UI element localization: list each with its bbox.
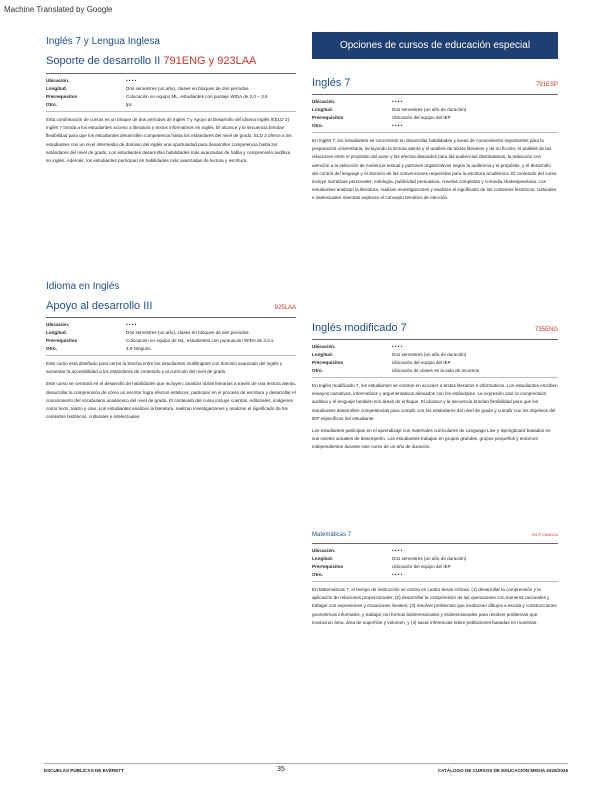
course-code: 791ESP [535, 82, 558, 88]
meta-key: Prerrequisitos [312, 360, 344, 365]
description-paragraph: En Inglés modificado 7, los estudiantes se centran en acceder a textos literarios e informativos. Los estudiantes escriben ensayos narrativos, informativos y argumentativos alineados con los estándares. La expresión oral, la comprensión auditiva y el lenguaje también son áreas de enfoque. El alcance y la secuencia brindan flexibilidad para que los estudiantes desarrollen competencias para cumplir con los estándares del nivel de grado y cumplir con los objetivos del IEP específicos del estudiante. [312, 383, 558, 421]
meta-value: 4,9 Ninguno [126, 346, 151, 351]
meta-row [312, 547, 558, 555]
meta-value: Colocación en equipo ML, estudiantes con puntaje WIDA de 2,0 – 3,9 [126, 94, 268, 99]
meta-key: Prerrequisitos [312, 115, 344, 120]
meta-row [312, 114, 558, 122]
left-column [46, 36, 296, 420]
course-subtitle-text: Soporte de desarrollo II [46, 55, 161, 67]
meta-key: Otro. [312, 123, 323, 128]
divider [312, 377, 558, 378]
divider [312, 543, 558, 544]
description-paragraph: En Matemáticas 7, el tiempo de instrucción se centra en cuatro áreas críticas: (1) desarrollar la comprensión y la aplicación de relaciones proporcionales; (2) desarrollar la comprensión de las operaciones con números racionales y trabajar con expresiones y ecuaciones lineales; (3) resolver problemas que involucran dibujos a escala y construcciones geométricas informales, y trabajar con formas bidimensionales y tridimensionales para resolver problemas que involucran área, área de superficie y volumen, y (4) sacar inferencias sobre poblaciones basadas en muestras. [312, 587, 557, 625]
divider [312, 339, 558, 340]
course-title: Matemáticas 7 [312, 532, 352, 538]
meta-key: Prerrequisitos [312, 564, 344, 569]
meta-row [312, 351, 558, 359]
course-title-row [312, 77, 558, 89]
meta-value: Dos semestres (un año), clases en bloques de dos períodos [126, 330, 249, 335]
meta-key: Longitud. [312, 556, 333, 561]
course-section-math7 [312, 532, 558, 627]
description-paragraph: Los estudiantes participan en el aprendizaje con materiales curriculares de Language Live y Springboard basados en sus niveles actuales de desempeño. Los estudiantes trabajan en grupos grandes, grupos pequeños y entornos independientes durante este curso de un año de duración. [312, 428, 551, 450]
meta-key: Ubicación. [312, 548, 336, 553]
divider [46, 73, 296, 74]
course-codes: 791ENG y 923LAA [163, 55, 257, 67]
course-meta [46, 321, 296, 353]
meta-row [312, 555, 558, 563]
course-meta [312, 343, 558, 375]
meta-row [46, 93, 296, 101]
meta-row [312, 106, 558, 114]
machine-translation-banner: Machine Translated by Google [0, 0, 616, 20]
meta-row [46, 85, 296, 93]
course-code: 735ENG [534, 327, 558, 333]
divider [46, 355, 296, 356]
meta-key: Otro. [46, 346, 57, 351]
footer-school: ESCUELAS PÚBLICAS DE EVERETT [44, 768, 124, 773]
meta-value: Ubicación del equipo del IEP [392, 564, 451, 569]
course-meta [312, 547, 558, 579]
meta-value: Ubicación del equipo del IEP [392, 115, 451, 120]
meta-row [312, 98, 558, 106]
course-description [312, 382, 558, 452]
meta-value: • • • • [392, 572, 403, 577]
meta-value: tpc [126, 102, 133, 107]
meta-row [312, 122, 558, 130]
course-title: Inglés modificado 7 [312, 322, 407, 334]
course-subtitle-row [46, 300, 296, 312]
course-title: Inglés 7 y Lengua Inglesa [46, 36, 160, 47]
meta-row [312, 359, 558, 367]
meta-key: Prerrequisitos [46, 94, 78, 99]
divider [46, 111, 296, 112]
divider [312, 581, 558, 582]
meta-row [46, 337, 296, 345]
meta-key: Ubicación. [46, 78, 70, 83]
meta-row [312, 563, 558, 571]
course-section-english7-esp [312, 77, 558, 203]
meta-value: • • • • [392, 344, 403, 349]
course-meta [46, 77, 296, 109]
special-ed-header: Opciones de cursos de educación especial [312, 32, 558, 59]
description-paragraph: En Inglés 7, los estudiantes se concentran en desarrollar habilidades y áreas de conocimiento importantes para la preparación universitaria, incluyendo la lectura atenta y el análisis de textos literarios y de no ficción, el análisis de las relaciones entre el propósito del autor y los efectos deseados para las audiencias destinatarias, la redacción con atención a la selección de evidencia textual y patrones organizativos según la audiencia y el propósito, y el desarrollo del control del lenguaje y el dominio de las convenciones requeridas para la escritura académica. El contenido del curso incluye narrativas personales, mitología, publicidad persuasiva, novelas completas y comedia shakespeariana. Los estudiantes analizan la literatura, realizan investigaciones y analizan el significado de los contextos históricos, culturales e intelectuales mientras exploran el concepto temático de elección. [312, 138, 557, 201]
meta-key: Ubicación. [312, 344, 336, 349]
course-description [312, 586, 558, 627]
page-footer [44, 763, 568, 773]
meta-key: Longitud. [312, 107, 333, 112]
meta-value: Colocación en equipo de ML, estudiantes con puntuación WIDA de 3,5 a [126, 338, 274, 343]
meta-row [46, 101, 296, 109]
meta-key: Longitud. [46, 86, 67, 91]
course-code: 7M1 P/ 1/N/MO/Ca [531, 533, 558, 537]
course-code: 925LAA [274, 305, 296, 311]
divider [46, 317, 296, 318]
course-title-row [312, 322, 558, 334]
meta-value: • • • • [392, 123, 403, 128]
meta-key: Otro. [46, 102, 57, 107]
meta-value: Ubicación de clases en la sala de recursos [392, 368, 480, 373]
description-paragraph: Esta combinación de cursos es un bloque de dos períodos de Inglés 7 y Apoyo al Desarrollo del idioma Inglés II(ELD 2). Inglés 7 brinda a los estudiantes acceso a literatura y textos informativos en inglés. El alcance y la secuencia brindan flexibilidad para que los estudiantes desarrollen competencia hasta los estándares del nivel de grado. ELD 2 ofrece a los estudiantes con un nivel intermedio de dominio del inglés una oportunidad para desarrollar competencia hasta los estándares del nivel de grado. Los estudiantes desarrollan habilidades más avanzadas de habla y comprensión auditiva en inglés. Además, los estudiantes participan en habilidades más avanzadas de lectura y escritura. [46, 117, 292, 164]
course-title-row [312, 532, 558, 538]
course-title: Idioma en Inglés [46, 281, 120, 292]
meta-key: Ubicación. [46, 322, 70, 327]
meta-value: Dos semestres (un año de duración) [392, 352, 467, 357]
right-column [312, 32, 558, 625]
course-title: Inglés 7 [312, 77, 351, 89]
meta-row [312, 571, 558, 579]
course-subtitle-text: Apoyo al desarrollo III [46, 300, 153, 312]
meta-key: Otro. [312, 368, 323, 373]
description-paragraph: Este curso está diseñado para cerrar la brecha entre los estudiantes multilingües con dominio avanzado del inglés y aumentar la accesibilidad a los estándares de contenido y al currículo del nivel de grado. [46, 361, 283, 375]
meta-row [312, 367, 558, 375]
footer-catalog: CATÁLOGO DE CURSOS DE EDUCACIÓN MEDIA 2025/2026 [437, 768, 568, 773]
meta-key: Otro. [312, 572, 323, 577]
meta-value: Ubicación del equipo del IEP [392, 360, 451, 365]
meta-key: Prerrequisitos [46, 338, 78, 343]
page-number: 35 [276, 766, 285, 773]
divider [312, 94, 558, 95]
meta-value: Dos semestres (un año), clases en bloques de dos períodos [126, 86, 249, 91]
meta-value: • • • • [392, 99, 403, 104]
description-paragraph: Este curso se centrará en el desarrollo de habilidades que incluyen: analizar obras literarias a través de una lectura atenta, desarrollar la comprensión de cómo un escritor logra efectos estéticos, participar en el proceso de escritura y desarrollar el conocimiento del vocabulario académico del nivel de grado. El contenido del curso incluye cuentos, editoriales, imágenes como texto, teatro y cine. Los estudiantes analizan la literatura, realizan investigaciones y analizan el significado de los contextos históricos, culturales e intelectuales. [46, 381, 296, 420]
meta-key: Ubicación. [312, 99, 336, 104]
meta-value: • • • • [126, 78, 137, 83]
divider [312, 132, 558, 133]
meta-row [46, 329, 296, 337]
meta-value: Dos semestres (un año de duración) [392, 556, 467, 561]
course-subtitle [46, 55, 296, 67]
meta-row [312, 343, 558, 351]
meta-value: • • • • [126, 322, 137, 327]
meta-value: Dos semestres (un año de duración) [392, 107, 467, 112]
meta-key: Longitud. [312, 352, 333, 357]
course-description [46, 116, 296, 165]
meta-key: Longitud. [46, 330, 67, 335]
meta-row [46, 321, 296, 329]
meta-row [46, 345, 296, 353]
course-section-eld3 [46, 281, 296, 421]
meta-row [46, 77, 296, 85]
course-section-modified-english7 [312, 322, 558, 452]
course-description [46, 360, 296, 421]
course-meta [312, 98, 558, 130]
course-description [312, 137, 558, 203]
course-section-english7-lang [46, 36, 296, 165]
meta-value: • • • • [392, 548, 403, 553]
